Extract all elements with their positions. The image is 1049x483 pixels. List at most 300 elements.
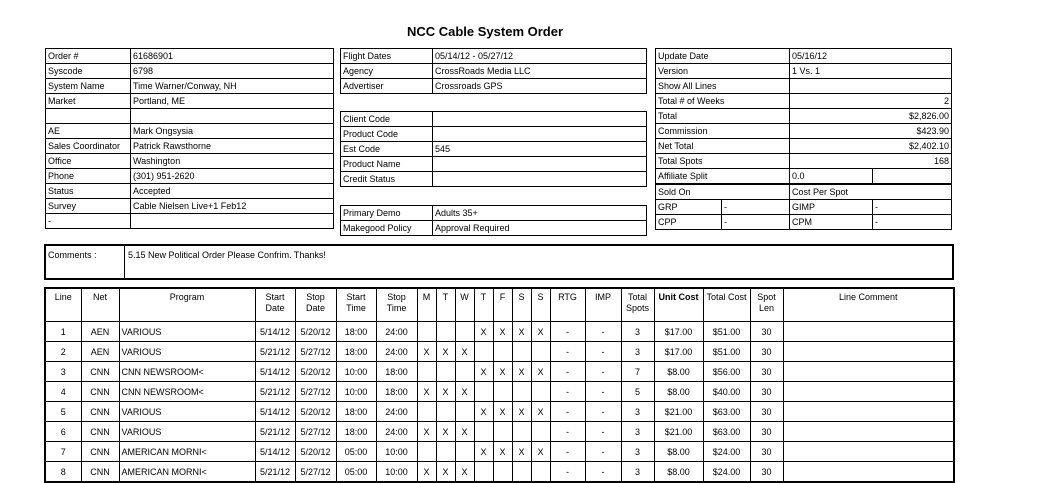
cell-total-cost: $63.00 <box>703 402 750 422</box>
cell-day-mon <box>417 362 436 382</box>
cell-start-time: 10:00 <box>336 362 376 382</box>
info-label-grp: GRP <box>656 200 722 215</box>
column-header-s-13: S <box>531 288 550 322</box>
cell-day-tue <box>436 362 455 382</box>
cell-day-fri <box>493 382 512 402</box>
cell-day-mon: X <box>417 422 436 442</box>
cell-start-date: 5/21/12 <box>255 462 295 483</box>
line-items-table <box>44 287 955 483</box>
cell-day-thu <box>474 422 493 442</box>
cell-day-mon: X <box>417 382 436 402</box>
info-label-est-code: Est Code <box>341 142 433 157</box>
info-value-status: Accepted <box>131 184 334 199</box>
cell-net: CNN <box>81 462 119 483</box>
cell-day-wed <box>455 402 474 422</box>
cell-net: CNN <box>81 442 119 462</box>
info-value-product-code <box>433 127 647 142</box>
cell-rtg: - <box>550 362 585 382</box>
info-label-version: Version <box>656 64 790 79</box>
info-label-affiliate-split: Affiliate Split <box>656 169 790 185</box>
column-header-start-time-5: Start Time <box>336 288 376 322</box>
info-value-total-of-weeks: 2 <box>790 94 952 109</box>
info-row <box>341 172 647 187</box>
column-header-stop-time-6: Stop Time <box>376 288 417 322</box>
cell-imp: - <box>585 422 621 442</box>
cell-start-time: 10:00 <box>336 382 376 402</box>
table-row <box>45 382 954 402</box>
cell-net: AEN <box>81 342 119 362</box>
column-header-t-8: T <box>436 288 455 322</box>
info-value-grp: - <box>722 200 790 215</box>
cell-day-mon <box>417 442 436 462</box>
cell-day-tue: X <box>436 422 455 442</box>
cell-imp: - <box>585 342 621 362</box>
comments-box <box>44 244 954 280</box>
cell-start-date: 5/14/12 <box>255 402 295 422</box>
cell-program: AMERICAN MORNI< <box>119 442 255 462</box>
cell-total-spots: 7 <box>621 362 654 382</box>
info-value-net-total: $2,402.10 <box>790 139 952 154</box>
table-row <box>45 442 954 462</box>
info-row <box>46 109 334 124</box>
info-value-affiliate-split: 0.0 <box>790 169 873 185</box>
column-header-start-date-3: Start Date <box>255 288 295 322</box>
cell-start-time: 18:00 <box>336 422 376 442</box>
cell-unit-cost: $17.00 <box>654 342 703 362</box>
column-header-s-12: S <box>512 288 531 322</box>
cell-day-mon <box>417 402 436 422</box>
cell-day-thu: X <box>474 322 493 342</box>
cell-day-sat: X <box>512 362 531 382</box>
info-row <box>46 184 334 199</box>
info-label-sales-coordinator: Sales Coordinator <box>46 139 131 154</box>
cell-line: 8 <box>45 462 81 483</box>
column-header-spot-len-19: Spot Len <box>750 288 783 322</box>
cell-program: VARIOUS <box>119 342 255 362</box>
cell-total-spots: 3 <box>621 462 654 483</box>
cell-spot-len: 30 <box>750 362 783 382</box>
table-row <box>45 462 954 483</box>
info-label-total-spots: Total Spots <box>656 154 790 169</box>
cell-total-spots: 3 <box>621 342 654 362</box>
info-value-sales-coordinator: Patrick Rawsthorne <box>131 139 334 154</box>
cell-day-fri <box>493 342 512 362</box>
column-header-line-0: Line <box>45 288 81 322</box>
info-value-phone: (301) 951-2620 <box>131 169 334 184</box>
info-label-system-name: System Name <box>46 79 131 94</box>
info-value-show-all-lines <box>790 79 952 94</box>
cell-net: AEN <box>81 322 119 342</box>
cell-start-time: 18:00 <box>336 402 376 422</box>
table-row <box>45 322 954 342</box>
column-header-total-spots-16: Total Spots <box>621 288 654 322</box>
cell-stop-time: 24:00 <box>376 322 417 342</box>
cell-start-time: 05:00 <box>336 462 376 483</box>
cell-net: CNN <box>81 402 119 422</box>
column-header-imp-15: IMP <box>585 288 621 322</box>
cell-start-time: 18:00 <box>336 322 376 342</box>
cell-total-cost: $56.00 <box>703 362 750 382</box>
info-value-cpm: - <box>873 215 952 230</box>
info-value-gimp: - <box>873 200 952 215</box>
column-header-m-7: M <box>417 288 436 322</box>
cell-day-fri: X <box>493 362 512 382</box>
cell-day-tue: X <box>436 462 455 483</box>
info-label-net-total: Net Total <box>656 139 790 154</box>
info-value-agency: CrossRoads Media LLC <box>433 64 647 79</box>
cell-day-wed <box>455 322 474 342</box>
info-label-commission: Commission <box>656 124 790 139</box>
cell-unit-cost: $21.00 <box>654 402 703 422</box>
cell-line: 2 <box>45 342 81 362</box>
info-label-cpm: CPM <box>790 215 873 230</box>
info-row <box>656 154 952 169</box>
info-value-market: Portland, ME <box>131 94 334 109</box>
product-info-table <box>340 111 647 187</box>
info-value-affiliate-extra <box>873 169 952 185</box>
cell-imp: - <box>585 322 621 342</box>
cell-net: CNN <box>81 382 119 402</box>
cell-rtg: - <box>550 442 585 462</box>
table-row <box>45 402 954 422</box>
info-value-survey: Cable Nielsen Live+1 Feb12 <box>131 199 334 214</box>
cell-day-thu: X <box>474 402 493 422</box>
cell-day-sun <box>531 462 550 483</box>
info-row <box>341 206 647 221</box>
cell-day-sat <box>512 462 531 483</box>
cell-start-date: 5/21/12 <box>255 382 295 402</box>
info-row <box>46 64 334 79</box>
cell-unit-cost: $8.00 <box>654 442 703 462</box>
cell-start-date: 5/14/12 <box>255 362 295 382</box>
cell-day-fri: X <box>493 322 512 342</box>
cell-program: CNN NEWSROOM< <box>119 362 255 382</box>
cell-day-fri <box>493 462 512 483</box>
cell-rtg: - <box>550 382 585 402</box>
column-header-program-2: Program <box>119 288 255 322</box>
cell-program: CNN NEWSROOM< <box>119 382 255 402</box>
cell-unit-cost: $17.00 <box>654 322 703 342</box>
cell-day-wed: X <box>455 422 474 442</box>
info-value-cpp: - <box>722 215 790 230</box>
cell-day-mon: X <box>417 342 436 362</box>
cell-line: 4 <box>45 382 81 402</box>
cell-start-time: 05:00 <box>336 442 376 462</box>
column-header-w-9: W <box>455 288 474 322</box>
cell-program: AMERICAN MORNI< <box>119 462 255 483</box>
info-row <box>341 79 647 94</box>
demo-info-table <box>340 205 647 236</box>
info-label-survey: Survey <box>46 199 131 214</box>
info-value-blank <box>131 109 334 124</box>
cell-line-comment <box>783 342 954 362</box>
info-value-product-name <box>433 157 647 172</box>
cell-spot-len: 30 <box>750 342 783 362</box>
info-label-sold-on: Sold On <box>656 184 790 200</box>
cell-total-cost: $51.00 <box>703 322 750 342</box>
cell-line-comment <box>783 322 954 342</box>
column-header-unit-cost-17: Unit Cost <box>654 288 703 322</box>
info-row <box>46 214 334 229</box>
cell-unit-cost: $8.00 <box>654 462 703 483</box>
cell-net: CNN <box>81 422 119 442</box>
cell-day-thu <box>474 382 493 402</box>
info-row <box>46 139 334 154</box>
cell-rtg: - <box>550 342 585 362</box>
info-row <box>656 169 952 185</box>
cell-line: 1 <box>45 322 81 342</box>
cell-imp: - <box>585 442 621 462</box>
cell-start-date: 5/21/12 <box>255 342 295 362</box>
info-row <box>341 221 647 236</box>
info-value-syscode: 6798 <box>131 64 334 79</box>
info-label-blank: - <box>46 214 131 229</box>
cell-day-sat: X <box>512 442 531 462</box>
column-header-f-11: F <box>493 288 512 322</box>
info-value-total: $2,826.00 <box>790 109 952 124</box>
cell-day-tue <box>436 402 455 422</box>
info-row <box>656 124 952 139</box>
info-label-total: Total <box>656 109 790 124</box>
cell-line: 5 <box>45 402 81 422</box>
info-row <box>46 169 334 184</box>
cell-day-sat <box>512 342 531 362</box>
cell-line-comment <box>783 462 954 483</box>
cell-day-sun: X <box>531 442 550 462</box>
info-label-order: Order # <box>46 49 131 64</box>
cell-stop-date: 5/20/12 <box>295 362 336 382</box>
info-value-blank <box>131 214 334 229</box>
column-header-net-1: Net <box>81 288 119 322</box>
cell-unit-cost: $8.00 <box>654 382 703 402</box>
cell-total-cost: $51.00 <box>703 342 750 362</box>
info-value-order: 61686901 <box>131 49 334 64</box>
info-label-syscode: Syscode <box>46 64 131 79</box>
info-label-product-code: Product Code <box>341 127 433 142</box>
cell-stop-date: 5/20/12 <box>295 442 336 462</box>
info-value-ae: Mark Ongsysia <box>131 124 334 139</box>
cell-total-spots: 3 <box>621 322 654 342</box>
info-row <box>656 139 952 154</box>
info-row <box>656 200 952 215</box>
cell-stop-date: 5/20/12 <box>295 402 336 422</box>
cell-day-tue <box>436 322 455 342</box>
cell-day-thu: X <box>474 362 493 382</box>
info-row <box>46 154 334 169</box>
cell-stop-time: 24:00 <box>376 402 417 422</box>
cell-day-sun: X <box>531 362 550 382</box>
column-header-t-10: T <box>474 288 493 322</box>
cell-rtg: - <box>550 322 585 342</box>
info-value-primary-demo: Adults 35+ <box>433 206 647 221</box>
cell-day-tue <box>436 442 455 462</box>
page-title: NCC Cable System Order <box>406 24 564 39</box>
info-label-primary-demo: Primary Demo <box>341 206 433 221</box>
cell-day-wed <box>455 362 474 382</box>
info-label-agency: Agency <box>341 64 433 79</box>
cell-stop-time: 18:00 <box>376 382 417 402</box>
cell-net: CNN <box>81 362 119 382</box>
comments-label: Comments : <box>48 250 97 260</box>
info-label-cost-per-spot: Cost Per Spot <box>790 184 952 200</box>
info-label-market: Market <box>46 94 131 109</box>
cell-day-sat <box>512 422 531 442</box>
info-label-show-all-lines: Show All Lines <box>656 79 790 94</box>
info-value-version: 1 Vs. 1 <box>790 64 952 79</box>
info-value-system-name: Time Warner/Conway, NH <box>131 79 334 94</box>
cell-spot-len: 30 <box>750 422 783 442</box>
cell-total-cost: $40.00 <box>703 382 750 402</box>
info-label-phone: Phone <box>46 169 131 184</box>
info-label-blank <box>46 109 131 124</box>
cell-day-sat: X <box>512 322 531 342</box>
info-label-credit-status: Credit Status <box>341 172 433 187</box>
cell-line: 3 <box>45 362 81 382</box>
info-label-ae: AE <box>46 124 131 139</box>
info-value-advertiser: Crossroads GPS <box>433 79 647 94</box>
cell-day-thu <box>474 462 493 483</box>
info-row <box>341 127 647 142</box>
cell-line-comment <box>783 422 954 442</box>
column-header-stop-date-4: Stop Date <box>295 288 336 322</box>
cell-day-wed: X <box>455 462 474 483</box>
cell-start-date: 5/14/12 <box>255 442 295 462</box>
info-value-est-code: 545 <box>433 142 647 157</box>
info-row <box>46 49 334 64</box>
info-row <box>656 109 952 124</box>
info-row <box>341 49 647 64</box>
cell-rtg: - <box>550 462 585 483</box>
cell-total-cost: $63.00 <box>703 422 750 442</box>
info-row <box>656 184 952 200</box>
cell-program: VARIOUS <box>119 422 255 442</box>
cell-imp: - <box>585 462 621 483</box>
column-header-line-comment-20: Line Comment <box>783 288 954 322</box>
cell-program: VARIOUS <box>119 402 255 422</box>
cell-stop-date: 5/27/12 <box>295 462 336 483</box>
cell-stop-time: 24:00 <box>376 422 417 442</box>
info-row <box>341 64 647 79</box>
info-row <box>341 157 647 172</box>
cell-spot-len: 30 <box>750 322 783 342</box>
totals-table <box>655 48 952 230</box>
info-row <box>656 79 952 94</box>
cell-stop-time: 10:00 <box>376 462 417 483</box>
cell-day-wed: X <box>455 382 474 402</box>
cell-imp: - <box>585 362 621 382</box>
cell-stop-time: 10:00 <box>376 442 417 462</box>
table-row <box>45 342 954 362</box>
cell-line-comment <box>783 362 954 382</box>
cell-line-comment <box>783 382 954 402</box>
info-value-commission: $423.90 <box>790 124 952 139</box>
info-label-status: Status <box>46 184 131 199</box>
flight-info-table <box>340 48 647 94</box>
cell-day-fri: X <box>493 442 512 462</box>
cell-stop-time: 18:00 <box>376 362 417 382</box>
cell-day-sun: X <box>531 322 550 342</box>
info-row <box>341 112 647 127</box>
cell-line-comment <box>783 402 954 422</box>
info-label-gimp: GIMP <box>790 200 873 215</box>
cell-rtg: - <box>550 422 585 442</box>
cell-unit-cost: $8.00 <box>654 362 703 382</box>
cell-spot-len: 30 <box>750 402 783 422</box>
cell-total-cost: $24.00 <box>703 462 750 483</box>
info-value-flight-dates: 05/14/12 - 05/27/12 <box>433 49 647 64</box>
info-label-office: Office <box>46 154 131 169</box>
cell-day-thu <box>474 342 493 362</box>
cell-stop-date: 5/20/12 <box>295 322 336 342</box>
info-row <box>656 94 952 109</box>
cell-line: 6 <box>45 422 81 442</box>
info-value-update-date: 05/16/12 <box>790 49 952 64</box>
info-row <box>46 79 334 94</box>
info-row <box>656 215 952 230</box>
info-value-credit-status <box>433 172 647 187</box>
cell-total-spots: 5 <box>621 382 654 402</box>
cell-total-cost: $24.00 <box>703 442 750 462</box>
cell-day-tue: X <box>436 342 455 362</box>
cell-total-spots: 3 <box>621 402 654 422</box>
info-label-advertiser: Advertiser <box>341 79 433 94</box>
cell-day-sun: X <box>531 402 550 422</box>
info-value-office: Washington <box>131 154 334 169</box>
cell-day-thu: X <box>474 442 493 462</box>
info-row <box>46 124 334 139</box>
cell-stop-time: 24:00 <box>376 342 417 362</box>
info-row <box>656 49 952 64</box>
cell-start-time: 18:00 <box>336 342 376 362</box>
info-row <box>341 142 647 157</box>
column-header-rtg-14: RTG <box>550 288 585 322</box>
info-value-makegood-policy: Approval Required <box>433 221 647 236</box>
cell-day-tue: X <box>436 382 455 402</box>
cell-day-sat <box>512 382 531 402</box>
info-row <box>46 94 334 109</box>
info-label-update-date: Update Date <box>656 49 790 64</box>
cell-stop-date: 5/27/12 <box>295 382 336 402</box>
cell-line-comment <box>783 442 954 462</box>
info-label-client-code: Client Code <box>341 112 433 127</box>
cell-day-sun <box>531 422 550 442</box>
cell-unit-cost: $21.00 <box>654 422 703 442</box>
cell-imp: - <box>585 382 621 402</box>
comments-text: 5.15 New Political Order Please Confrim. Thanks! <box>124 246 329 278</box>
info-row <box>656 64 952 79</box>
cell-start-date: 5/14/12 <box>255 322 295 342</box>
cell-day-sun <box>531 342 550 362</box>
info-label-product-name: Product Name <box>341 157 433 172</box>
info-label-makegood-policy: Makegood Policy <box>341 221 433 236</box>
cell-spot-len: 30 <box>750 462 783 483</box>
cell-day-wed: X <box>455 342 474 362</box>
cell-total-spots: 3 <box>621 442 654 462</box>
cell-day-wed <box>455 442 474 462</box>
cell-spot-len: 30 <box>750 442 783 462</box>
cell-start-date: 5/21/12 <box>255 422 295 442</box>
cell-day-mon: X <box>417 462 436 483</box>
info-label-flight-dates: Flight Dates <box>341 49 433 64</box>
cell-program: VARIOUS <box>119 322 255 342</box>
cell-stop-date: 5/27/12 <box>295 422 336 442</box>
cell-day-mon <box>417 322 436 342</box>
cell-spot-len: 30 <box>750 382 783 402</box>
order-info-table <box>45 48 334 229</box>
info-label-total-of-weeks: Total # of Weeks <box>656 94 790 109</box>
cell-day-fri: X <box>493 402 512 422</box>
cell-total-spots: 3 <box>621 422 654 442</box>
